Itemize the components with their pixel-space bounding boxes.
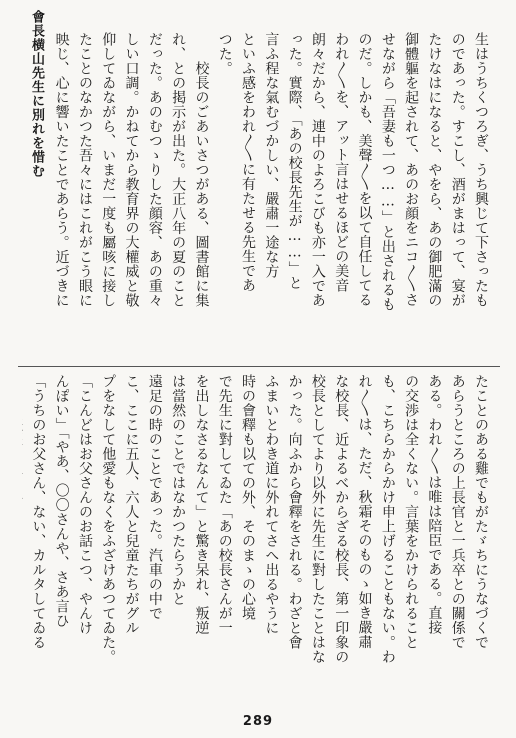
page-number: 289 [242,714,274,729]
upper-text-block: 生はうちくつろぎ、うち興じて下さったも のであった。すこし、酒がまはって、宴が たけなはになると、やをら、あの御肥滿の 御體軀を起されて、あのお顔をニコ〳〵さ せながら「吾妻も一つ……」と出されるも のだ。しかも、美聲〳〵を以て自任してる われ〳〵を、アット言はせるほどの美音 朗々だから、連中のよろこびも亦一入であ った。實際、「あの校長先生が……」と 言ふ程な氣むづかしい、嚴肅一途な方 といふ感をわれ〳〵に有たせる先生であ つた。 校長のごあいさつがある、圖書館に集 れ、との掲示が出た。大正八年の夏のこと だった。あのむつゝりした顔容、あの重々 しい口調。かねてから教育界の大權威と敬 仰してゐながら、いまだ一度も屬咳に接し たことのなかつた吾々にはこれがこう眼に 映じ、心に響いたことであらう。近づきに [53,32,489,312]
lower-text-block: たことのある雞でもがたゞちにうなづくで あらうところの上長官と一兵卒との關係で ある。われ〳〵は唯は陪臣である。直接 の交渉は全くない。言葉をかけられること も、こちらからかけ申上げることもない。わ れ〳〵は、ただ、秋霜そのものゝ如き嚴肅 な校長、近よるべからざる校長、第一印象の 校長としてより以外に先生に對したことはな かった。向ふから會釋をされる。わざと會 ふまいとわき道に外れてさへ出るやうに 時の會釋も以ての外、そのまゝの心境 で先生に對してゐた「あの校長さんが一 を出しなさるなんて」と驚き呆れ、叛逆 は當然のことではなかつたらうかと 遠足の時のことであった。汽車の中で こ、ここに五人、六人と兒童たちがグル プをなして他愛もなくをふざけあつてゐた。 「こんどはお父さんのお話こつ、やんけ んぽい」「やあ、〇〇さんや、さあ言ひ 「うちのお父さん、ない、カルタしてゐる [30,374,489,664]
running-head-title: 會長横山先生に別れを惜む [29,10,44,178]
middle-divider-rule [18,366,500,367]
